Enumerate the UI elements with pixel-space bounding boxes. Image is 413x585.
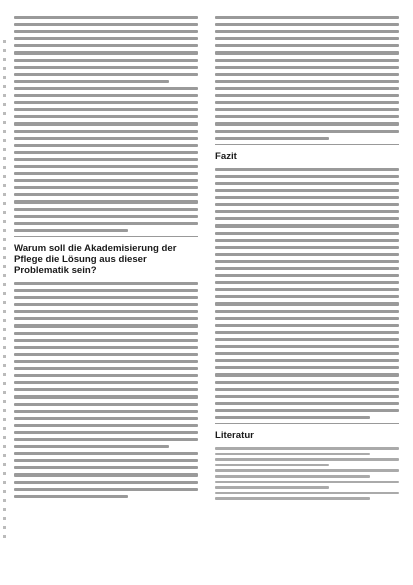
literature-entry	[215, 447, 399, 455]
left-text-block	[14, 87, 198, 232]
literature-entry	[215, 458, 399, 466]
literature-entry	[215, 481, 399, 489]
left-column	[14, 16, 198, 502]
section-heading-akademisierung: Warum soll die Akademisierung der Pflege die Lösung aus dieser Problematik sein?	[14, 236, 198, 276]
right-text-block	[215, 16, 399, 140]
edge-marker	[3, 40, 6, 540]
literature-entry	[215, 469, 399, 477]
literature-entry	[215, 492, 399, 500]
section-heading-literatur: Literatur	[215, 423, 399, 441]
literature-list	[215, 447, 399, 500]
left-text-block	[14, 452, 198, 498]
left-text-block	[14, 16, 198, 83]
right-text-block	[215, 168, 399, 419]
left-text-block	[14, 282, 198, 448]
right-column	[215, 16, 399, 503]
section-heading-fazit: Fazit	[215, 144, 399, 162]
